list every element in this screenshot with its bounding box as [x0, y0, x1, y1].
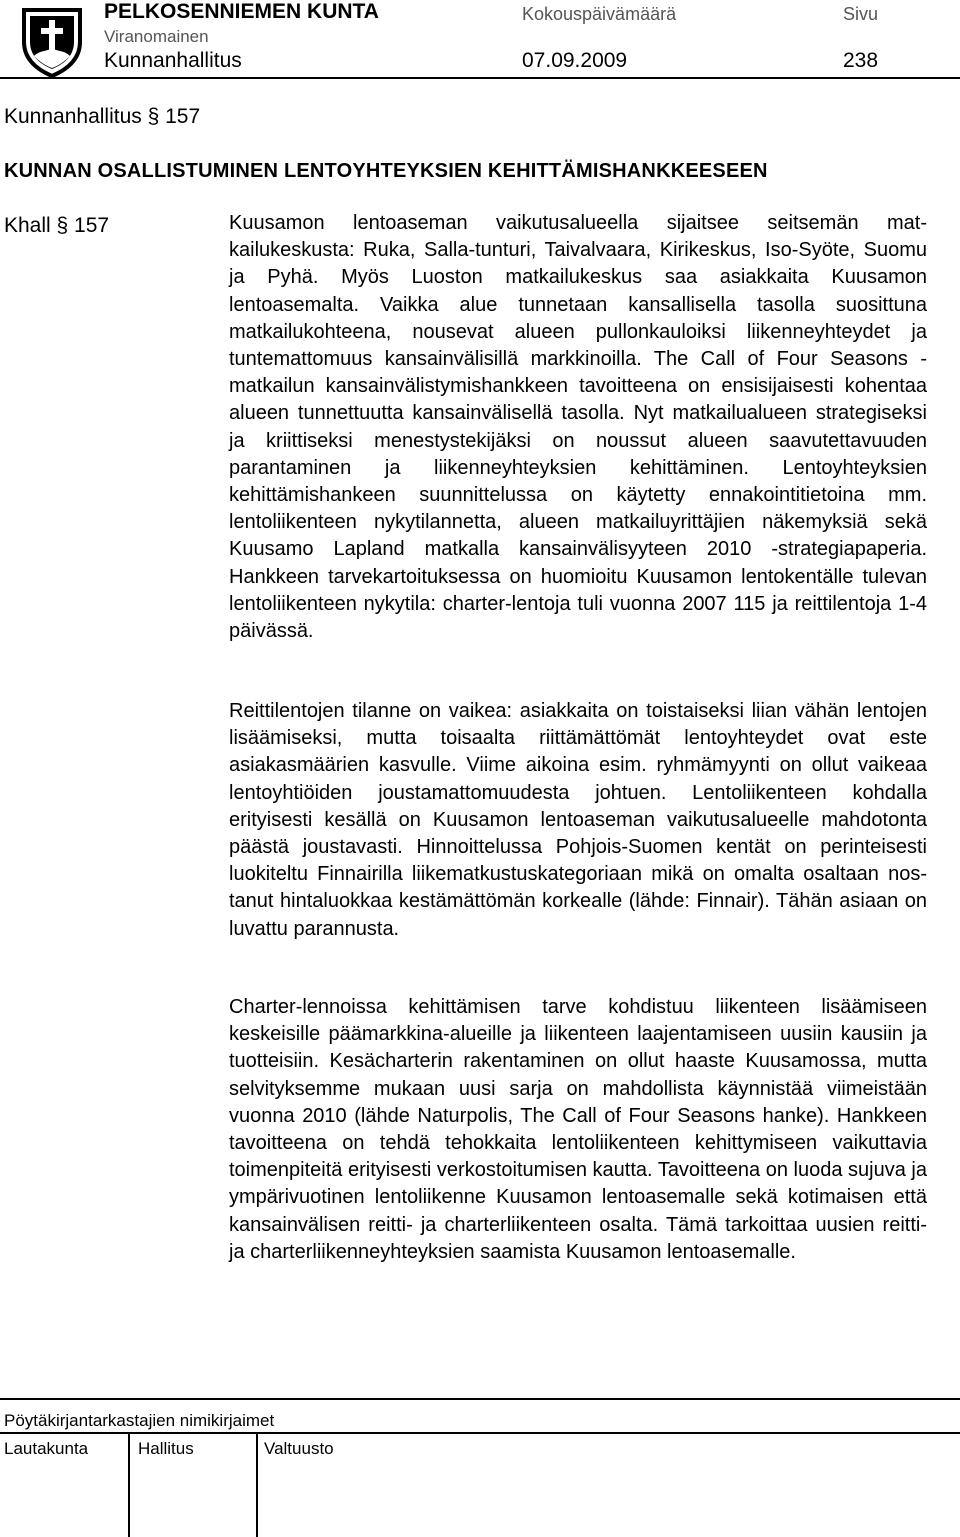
signature-boxes	[0, 1432, 960, 1537]
page-number: 238	[843, 49, 879, 72]
body-paragraph: Reittilentojen tilanne on vaikea: asiakkaita on toistaiseksi liian vähän lentojen lisäämiseksi, mutta toisaalta riittämättömät lentoyhteydet ovat este asiakasmäärien kasvulle. Viime aikoina esim. ryhmämyynti on ollut vaikeaa lentoyhtiöiden joustamattomuudesta johtuen. Lentoliikenteen kohdalla erityisesti kesällä on Kuusamon lentoaseman vaikutusalueelle mahdotonta päästä joustavasti. Hinnoittelussa Pohjois-Suomen kentät on perinteisesti luokiteltu Finnairilla liikematkustuskategoriaan mikä on omalta osaltaan nostanut hintaluokkaa kestämättömän korkealle (lähde: Finnair). Tähän asiaan on luvattu parannusta.	[229, 700, 927, 940]
signature-column-label: Valtuusto	[264, 1439, 334, 1458]
date-label: Kokouspäivämäärä	[522, 4, 677, 24]
coat-of-arms-icon	[18, 6, 86, 78]
signature-cell-hallitus	[128, 1432, 256, 1537]
footer-divider	[0, 1398, 960, 1400]
footer-label: Pöytäkirjantarkastajien nimikirjaimet	[4, 1411, 275, 1430]
body-paragraph: Kuusamon lentoaseman vaikutusalueella sijaitsee seitsemän matkailukeskusta: Ruka, Salla-tunturi, Taivalvaara, Kirikeskus, Iso-Syöte, Suomu ja Pyhä. Myös Luoston matkailukeskus saa asiakkaita Kuusamon lentoasemalta. Vaikka alue tunnetaan kansallisella tasolla suosittuna matkailukohteena, nousevat alueen pullonkauloiksi liikenneyhteydet ja tuntemattomuus kansainvälisillä markkinoilla. The Call of Four Seasons -matkailun kansainvälistymishankkeen tavoitteena on ensisijaisesti kohentaa alueen tunnettuutta kansainvälisellä tasolla. Nyt matkailualueen strategiseksi ja kriittiseksi menestystekijäksi on noussut alueen saavutettavuuden parantaminen ja liikenneyhteyksien kehittäminen. Lentoyhteyksien kehittämishankeen suunnittelussa on käytetty ennakointitietoina mm. lentoliikenteen nykytilannetta, alueen matkailuyrittäjien näkemyksiä sekä Kuusamo Lapland matkalla kansainvälisyyteen 2010 -strategiapaperia. Hankkeen tarvekartoituksessa on huomioitu Kuusamon lentokentälle tulevan lentoliikenteen nykytila: charter-lentoja tuli vuonna 2007 115 ja reittilentoja 1-4 päivässä.	[229, 212, 927, 643]
signature-column-label: Lautakunta	[4, 1439, 89, 1458]
signature-cell-lautakunta	[0, 1432, 128, 1537]
governing-body: Kunnanhallitus	[104, 49, 242, 72]
organization-name: PELKOSENNIEMEN KUNTA	[104, 0, 379, 23]
page-label: Sivu	[843, 4, 879, 24]
signature-column-label: Hallitus	[138, 1439, 194, 1458]
body-paragraph: Charter-lennoissa kehittämisen tarve kohdistuu liikenteen lisäämiseen keskeisille päämarkkina-alueille ja liikenteen laajentamiseen uusiin kausiin ja tuotteisiin. Kesächarterin rakentaminen on ollut haaste Kuusamossa, mutta selvityksemme mukaan uusi sarja on mahdollista käynnistää viimeistään vuonna 2010 (lähde Naturpolis, The Call of Four Seasons hanke). Hankkeen tavoitteena on tehdä tehokkaita lentoliikenteen kehittymiseen vaikuttavia toimenpiteitä erityisesti verkostoitumisen kautta. Tavoitteena on luoda sujuva ja ympärivuotinen lentoliikenne Kuusamon lentoasemalle sekä kotimaisen että kansainvälisen reitti- ja charterliikenteen osalta. Tämä tarkoittaa uusien reitti- ja charterliikenneyhteyksien saamista Kuusamon lentoasemalle.	[229, 996, 927, 1263]
section-label: Kunnanhallitus § 157	[4, 105, 201, 128]
header-divider	[0, 77, 960, 79]
signature-cell-valtuusto	[256, 1432, 960, 1537]
meeting-date: 07.09.2009	[522, 49, 628, 72]
document-title: KUNNAN OSALLISTUMINEN LENTOYHTEYKSIEN KEHITTÄMISHANKKEESEEN	[4, 160, 768, 182]
authority-label: Viranomainen	[104, 27, 209, 46]
khall-label: Khall § 157	[4, 214, 110, 237]
